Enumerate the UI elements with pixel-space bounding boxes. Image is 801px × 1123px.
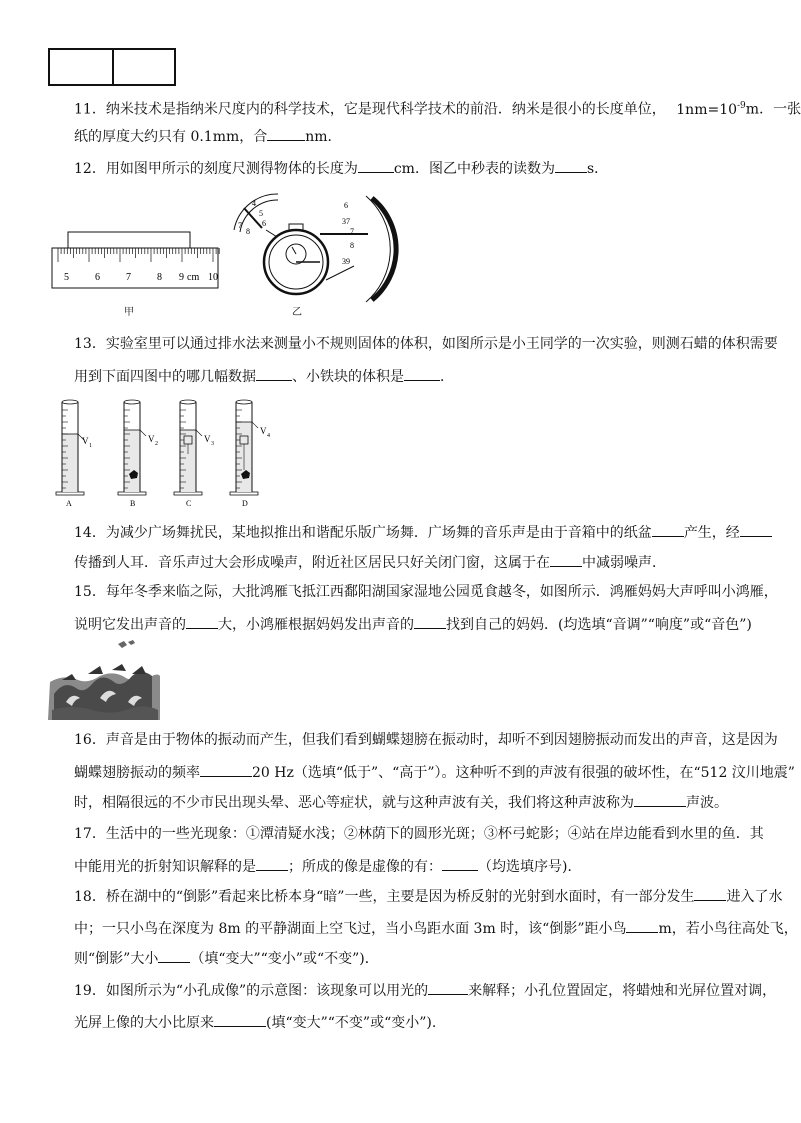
q17-line1: 17．生活中的一些光现象：①潭清疑水浅；②林荫下的圆形光斑；③杯弓蛇影；④站在岸边能看到水里的鱼．其 [74, 826, 764, 842]
svg-text:7: 7 [238, 221, 242, 230]
figure-label-yi: 乙 [292, 307, 302, 318]
q19-line1: 19．如图所示为“小孔成像”的示意图：该现象可以用光的 来解释；小孔位置固定，将蜡烛和光屏位置对调， [74, 980, 776, 1001]
q11-line2: 纸的厚度大约只有 0.1mm，合 nm． [74, 126, 342, 147]
q18-line3: 则“倒影”大小 （填“变大”“变小”或“不变”)． [74, 948, 379, 969]
q19-blank-2[interactable] [214, 1012, 266, 1027]
table-cell-divider [112, 50, 114, 84]
q16-line3: 时，相隔很远的不少市民出现头晕、恶心等症状，就与这种声波有关，我们将这种声波称为 声波。 [74, 792, 728, 813]
svg-text:8: 8 [350, 241, 354, 250]
cylinder-label-B: B [130, 499, 136, 508]
q16-blank-2[interactable] [634, 792, 686, 807]
q12-line: 12．用如图甲所示的刻度尺测得物体的长度为 cm．图乙中秒表的读数为 s． [74, 158, 608, 179]
ruler-figure [48, 226, 223, 294]
svg-text:1: 1 [89, 443, 92, 449]
label-V2: V [148, 434, 155, 444]
svg-text:37: 37 [342, 217, 350, 226]
q14-blank-3[interactable] [550, 552, 582, 567]
q15-blank-1[interactable] [186, 614, 218, 629]
svg-text:6: 6 [262, 219, 266, 228]
graduated-cylinders-figure [48, 396, 288, 512]
cylinder-A [56, 400, 84, 495]
svg-text:7: 7 [350, 227, 354, 236]
q14-line2: 传播到人耳．音乐声过大会形成噪声，附近社区居民只好关闭门窗，这属于在 中减弱噪声． [74, 552, 666, 573]
q12-blank-seconds[interactable] [555, 158, 587, 173]
q13-blank-volume[interactable] [404, 366, 440, 381]
q15-line1: 15．每年冬季来临之际，大批鸿雁飞抵江西鄱阳湖国家湿地公园觅食越冬，如图所示．鸿雁妈妈大声呼叫小鸿雁， [74, 584, 778, 600]
q13-blank-figures[interactable] [256, 366, 292, 381]
svg-text:4: 4 [267, 433, 270, 439]
q16-line2: 蝴蝶翅膀振动的频率 20 Hz（选填“低于”、“高于”）。这种听不到的声波有很强的破坏性，在“512 汶川地震” [74, 762, 795, 783]
q17-blank-1[interactable] [256, 856, 288, 871]
q15-line2: 说明它发出声音的 大，小鸿雁根据妈妈发出声音的 找到自己的妈妈．(均选填“音调”“响度”或“音色”) [74, 614, 752, 635]
q18-blank-3[interactable] [158, 948, 190, 963]
ruler-label-9: 9 [179, 272, 184, 283]
q13-line2: 用到下面四图中的哪几幅数据 、小铁块的体积是 ． [74, 366, 454, 387]
cylinder-B [118, 400, 146, 495]
q14-line1: 14．为减少广场舞扰民，某地拟推出和谐配乐版广场舞．广场舞的音乐声是由于音箱中的纸盆 产生，经 [74, 522, 772, 543]
svg-text:4: 4 [252, 199, 256, 208]
ruler-label-5: 5 [64, 272, 69, 283]
ruler-label-7: 7 [126, 272, 131, 283]
cylinder-label-C: C [186, 499, 192, 508]
q18-blank-2[interactable] [626, 918, 658, 933]
q12-blank-length[interactable] [358, 158, 394, 173]
q11-blank[interactable] [267, 126, 305, 141]
q13-line1: 13．实验室里可以通过排水法来测量小不规则固体的体积，如图所示是小王同学的一次实验，则测石蜡的体积需要 [74, 336, 778, 352]
q18-blank-1[interactable] [694, 886, 726, 901]
svg-text:3: 3 [211, 441, 214, 447]
q15-blank-2[interactable] [414, 614, 446, 629]
q16-line1: 16．声音是由于物体的振动而产生，但我们看到蝴蝶翅膀在振动时，却听不到因翅膀振动而发出的声音，这是因为 [74, 732, 778, 748]
q19-blank-1[interactable] [428, 980, 468, 995]
cylinder-label-A: A [66, 499, 72, 508]
measured-object [68, 232, 190, 248]
ruler-unit: cm [187, 272, 200, 283]
stopwatch-figure [226, 194, 386, 304]
table-fragment [48, 48, 176, 86]
q18-line2: 中；一只小鸟在深度为 8m 的平静湖面上空飞过，当小鸟距水面 3m 时，该“倒影”距小鸟 m，若小鸟往高处飞， [74, 918, 798, 939]
geese-photo [48, 640, 160, 720]
ruler-label-10: 10 [208, 272, 218, 283]
q19-line2: 光屏上像的大小比原来 (填“变大”“不变”或“变小”). [74, 1012, 436, 1033]
q17-line2: 中能用光的折射知识解释的是 ；所成的像是虚像的有： （均选填序号)． [74, 856, 581, 877]
q16-blank-1[interactable] [200, 762, 252, 777]
q11-line1: 11．纳米技术是指纳米尺度内的科学技术，它是现代科学技术的前沿．纳米是很小的长度单位， $1nm=10^{-9}m$．一张 [74, 101, 801, 118]
q14-blank-1[interactable] [652, 522, 684, 537]
ruler-label-8: 8 [157, 272, 162, 283]
figure-label-jia: 甲 [124, 307, 134, 318]
svg-text:8: 8 [246, 227, 250, 236]
cylinder-D [230, 400, 258, 495]
cylinder-label-D: D [242, 499, 248, 508]
svg-text:5: 5 [259, 209, 263, 218]
q14-blank-2[interactable] [740, 522, 772, 537]
cylinder-C [174, 400, 202, 495]
svg-text:6: 6 [344, 201, 348, 210]
svg-text:2: 2 [155, 441, 158, 447]
label-V1: V [82, 436, 89, 446]
ruler-label-6: 6 [95, 272, 100, 283]
label-V3: V [204, 434, 211, 444]
label-V4: V [260, 426, 267, 436]
svg-text:39: 39 [342, 257, 350, 266]
q17-blank-2[interactable] [442, 856, 478, 871]
q18-line1: 18．桥在湖中的“倒影”看起来比桥本身“暗”一些，主要是因为桥反射的光射到水面时，有一部分发生 进入了水 [74, 886, 782, 907]
